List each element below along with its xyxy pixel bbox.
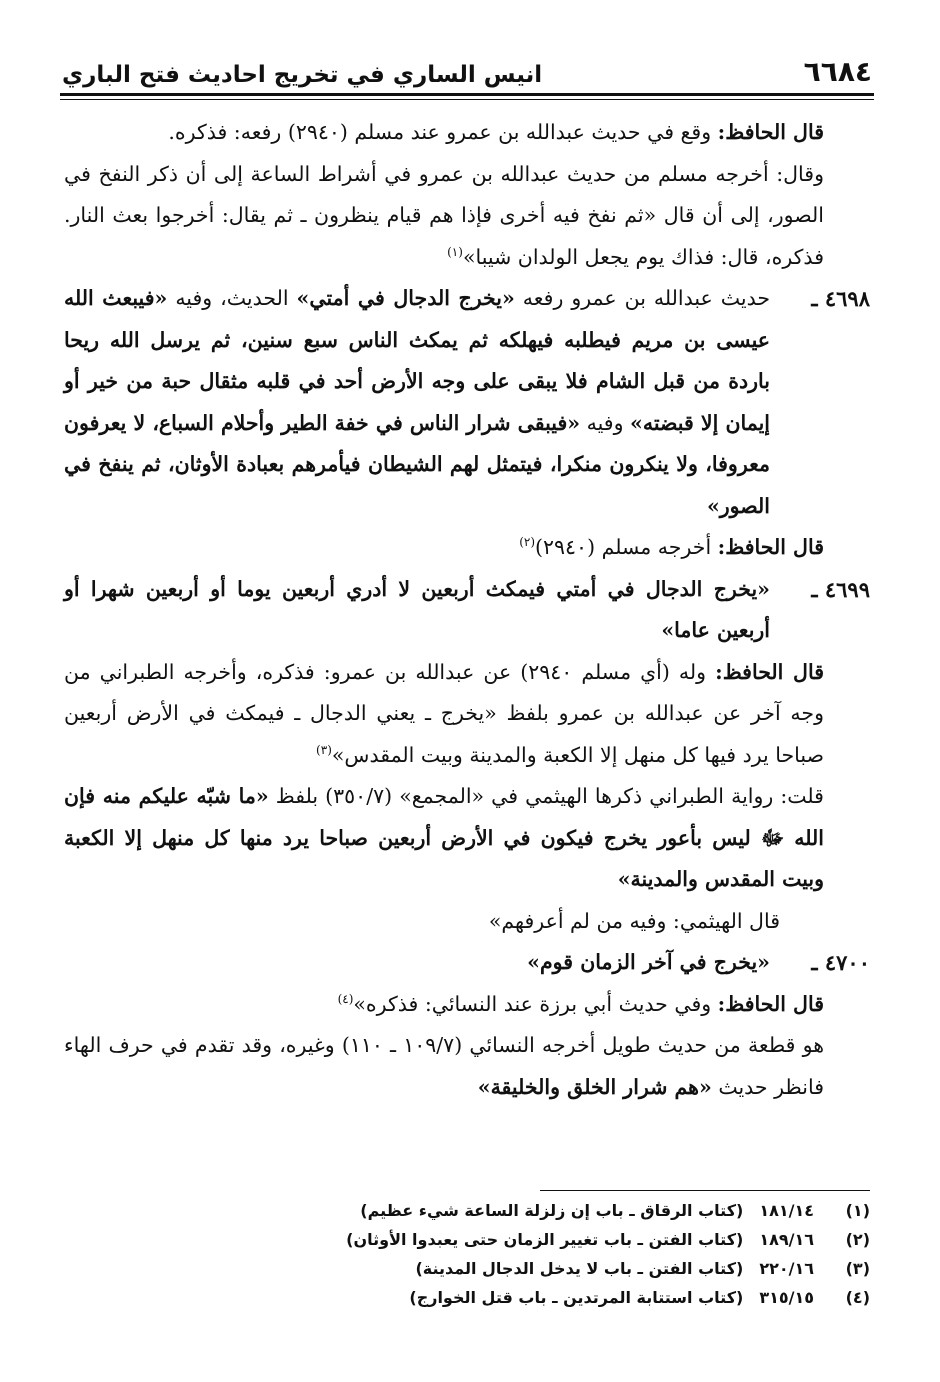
footnote-item — [300, 1196, 870, 1225]
footnote-text: (كتاب الفتن ـ باب لا يدخل الدجال المدينة) — [415, 1259, 744, 1278]
hadith-intro: حديث عبدالله بن عمرو رفعه — [522, 286, 771, 310]
footnote-volume-page: ١٨٩/١٦ — [759, 1230, 814, 1249]
footnote-volume-page: ٢٢٠/١٦ — [759, 1259, 814, 1278]
haythami-note — [64, 901, 870, 943]
running-title: انيس الساري في تخريج احاديث فتح الباري — [62, 62, 543, 88]
haythami-text: قال الهيثمي: وفيه من لم أعرفهم» — [488, 908, 780, 933]
hafiz-label: قال الحافظ: — [717, 991, 824, 1016]
hadith-number: ٤٧٠٠ ـ — [811, 950, 870, 975]
footnote-ref: (٣) — [316, 742, 332, 757]
hafiz-label: قال الحافظ: — [717, 535, 824, 559]
page-number: ٦٦٨٤ — [803, 55, 872, 88]
hafiz-note-1 — [64, 112, 870, 154]
footnote-number: (١) — [845, 1201, 870, 1220]
hafiz-text: وله (أي مسلم ٢٩٤٠) عن عبدالله بن عمرو: فذكره، وأخرجه الطبراني من وجه آخر عن عبدالله بن عمرو بلفظ — [64, 659, 824, 725]
footnote-text: (كتاب الرقاق ـ باب إن زلزلة الساعة شيء عظيم) — [360, 1201, 744, 1220]
hadith-number: ٤٦٩٩ ـ — [811, 576, 870, 602]
hadith-quote: «فيبعث الله عيسى بن مريم فيطلبه فيهلكه ثم يمكث الناس سبع سنين، ثم يرسل الله ريحا باردة من قبل الشام فلا يبقى على وجه الأرض أحد في قلبه مثقال حبة من خير أو إيمان إلا قبضته» — [64, 286, 770, 435]
footnote-item — [300, 1254, 870, 1283]
hafiz-note-4 — [64, 984, 870, 1026]
footnote-text: (كتاب استتابة المرتدين ـ باب قتل الخوارج) — [409, 1288, 744, 1307]
hadith-quote: «يخرج في آخر الزمان قوم» — [527, 950, 770, 974]
hadith-quote: «يخرج الدجال في أمتي فيمكث أربعين لا أدري أربعين يوما أو أربعين شهرا أو أربعين عاما» — [64, 576, 770, 642]
hadith-4699 — [64, 569, 870, 652]
footnote-number: (٣) — [845, 1259, 870, 1278]
footnotes — [300, 1196, 870, 1312]
hadith-quote: «يخرج الدجال في أمتي» — [296, 286, 515, 310]
commentary-text: وقال: أخرجه مسلم من حديث عبدالله بن عمرو في أشراط الساعة إلى أن ذكر النفخ في الصور، إلى أن قال «ثم نفخ فيه أخرى فإذا هم قيام ينظرون ـ ثم يقال: أخرجوا بعث النار. فذكره، قال: فذاك يوم يجعل الولدان شيبا» — [64, 161, 824, 269]
header-rule-thick — [60, 93, 874, 96]
hafiz-note-3 — [64, 652, 870, 777]
hadith-4698 — [64, 278, 870, 527]
footnote-item — [300, 1225, 870, 1254]
footnote-number: (٢) — [845, 1230, 870, 1249]
qultu-paragraph — [64, 776, 870, 901]
footnote-volume-page: ١٨١/١٤ — [759, 1201, 814, 1220]
hadith-number: ٤٦٩٨ ـ — [811, 286, 870, 311]
qultu-text: قلت: رواية الطبراني ذكرها الهيثمي في «المجمع» (٣٥٠/٧) بلفظ — [275, 784, 824, 808]
page-header — [62, 44, 872, 88]
closing-quote: «هم شرار الخلق والخليقة» — [477, 1074, 712, 1099]
hadith-text: وفيه — [586, 410, 624, 435]
footnote-ref: (٢) — [519, 535, 536, 550]
qultu-quote: «ما شبّه عليكم منه فإن الله ﷻ ليس بأعور يخرج فيكون في الأرض أربعين صباحا يرد منها كل منهل إلا الكعبة وبيت المقدس والمدينة» — [64, 784, 824, 891]
hafiz-text: وفي حديث أبي برزة عند النسائي: فذكره» — [353, 991, 712, 1016]
hafiz-note-2 — [64, 527, 870, 569]
footnote-text: (كتاب الفتن ـ باب تغيير الزمان حتى يعبدوا الأوثان) — [346, 1230, 744, 1249]
footnote-ref: (٤) — [337, 991, 354, 1006]
hafiz-text: أخرجه مسلم (٢٩٤٠) — [535, 535, 712, 559]
hadith-text: الحديث، وفيه — [175, 286, 289, 310]
footnote-separator — [540, 1190, 870, 1191]
footnote-volume-page: ٣١٥/١٥ — [759, 1288, 814, 1307]
header-rule-thin — [60, 99, 874, 100]
closing-text: هو قطعة من حديث طويل أخرجه النسائي (١٠٩/٧ ـ ١١٠) وغيره، وقد تقدم في حرف الهاء فانظر حديث — [64, 1033, 825, 1099]
footnote-number: (٤) — [845, 1288, 870, 1307]
hafiz-text: وقع في حديث عبدالله بن عمرو عند مسلم (٢٩٤٠) رفعه: فذكره. — [168, 120, 712, 144]
hafiz-label: قال الحافظ: — [715, 659, 824, 684]
hadith-4700 — [64, 942, 870, 984]
hafiz-label: قال الحافظ: — [717, 120, 824, 144]
closing-paragraph — [64, 1025, 870, 1108]
hadith-quote: «فيبقى شرار الناس في خفة الطير وأحلام السباع، لا يعرفون معروفا، ولا ينكرون منكرا، فيتمثل لهم الشيطان فيأمرهم بعبادة الأوثان، ثم ينفخ في الصور» — [64, 410, 770, 518]
footnote-item — [300, 1283, 870, 1312]
footnote-ref: (١) — [447, 244, 463, 259]
hafiz-quote: «يخرج ـ يعني الدجال ـ فيمكث في الأرض أربعين صباحا يرد فيها كل منهل إلا الكعبة والمدينة وبيت المقدس» — [64, 701, 824, 767]
commentary-paragraph — [64, 154, 870, 279]
main-text — [64, 112, 870, 1108]
